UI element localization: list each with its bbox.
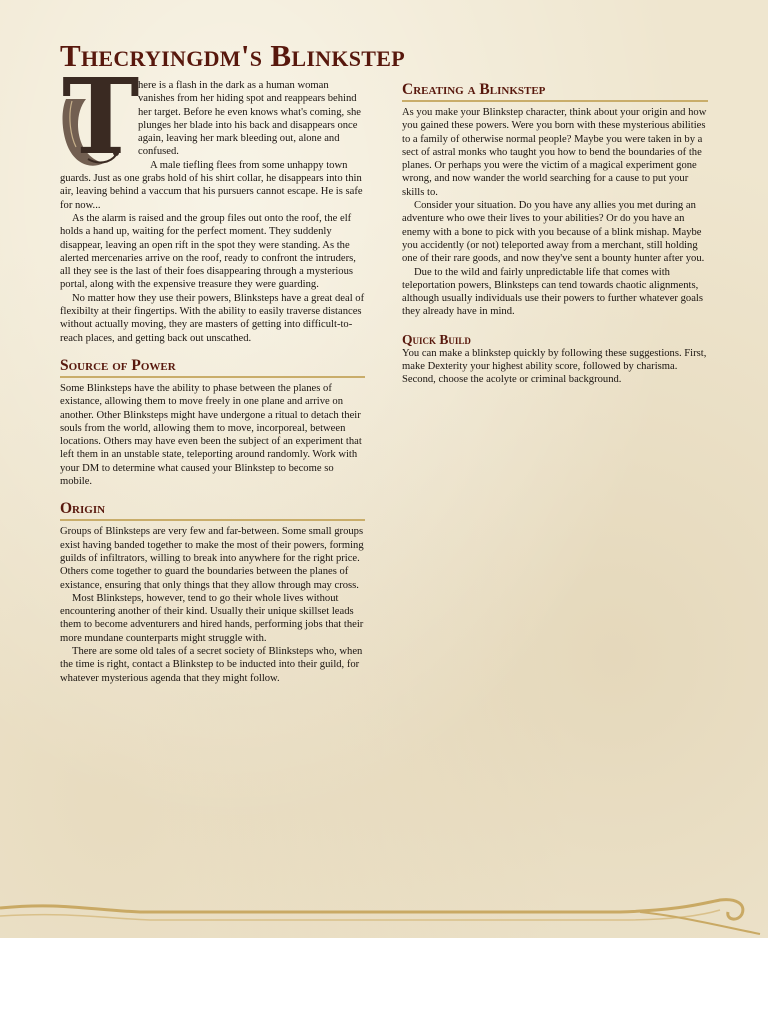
- intro-paragraph-3: As the alarm is raised and the group files out onto the roof, the elf holds a hand up, waiting for the perfect moment. They suddenly disappear, leaving an open rift in the spot they were standing. As the alerted mercenaries arrive on the roof, ready to confront the intruders, all they see is the last of their foes disappearing through a mysterious portal, along with the expensive treasure they were guarding.: [60, 212, 356, 291]
- origin-paragraph-2: Most Blinksteps, however, tend to go their whole lives without encountering another of their kind. Usually their unique skillset leads them to become adventurers and hired hands, performing jobs that their more mundane counterparts might struggle with.: [60, 592, 364, 644]
- drop-cap: [58, 55, 140, 178]
- quick-build-paragraph: You can make a blinkstep quickly by following these suggestions. First, make Dexterity your highest ability score, followed by charisma. Second, choose the acolyte or criminal background.: [402, 347, 707, 386]
- footer-ornament-icon: [0, 890, 768, 938]
- creating-paragraph-3: Due to the wild and fairly unpredictable life that comes with teleportation powers, Blinksteps can tend towards chaotic alignments, although usually individuals use their powers to further whatever goals they already have in mind.: [402, 266, 703, 318]
- creating-paragraph-1: As you make your Blinkstep character, think about your origin and how you gained these powers. Were you born with these mysterious abilities to a family of otherwise normal people? Maybe you were taken in by a sect of astral monks who taught you how to bend the boundaries of the planes. Or perhaps you were the victim of a magical experiment gone wrong, and now wander the world searching for a cause to put your skills to.: [402, 107, 707, 198]
- intro-section: [60, 55, 365, 345]
- creating-heading: Creating a Blinkstep: [402, 81, 708, 102]
- origin-paragraph-3: There are some old tales of a secret society of Blinksteps who, when the time is right, contact a Blinkstep to be inducted into their guild, for whatever mysterious agenda that they might follow.: [60, 645, 363, 684]
- creating-paragraph-2: Consider your situation. Do you have any allies you met during an adventure who owe their lives to your abilities? Or do you have an enemy with a bone to pick with you because of a blink mishap. Maybe you accidently (or not) teleported away from a merchant, still holding one of their rare goods, and now they've sent a bounty hunter after you.: [402, 200, 705, 265]
- origin-heading: Origin: [60, 500, 365, 521]
- drop-cap-letter: T: [62, 55, 140, 178]
- origin-paragraph-1: Groups of Blinksteps are very few and far-between. Some small groups exist having banded together to make the most of their powers, forming guilds of infiltrators, willing to break into anywhere for the right price. Others come together to guard the boundaries between the planes of existance, ensuring that only things that they allow through may cross.: [60, 526, 364, 591]
- left-column: [60, 55, 365, 685]
- intro-paragraph-1: here is a flash in the dark as a human woman vanishes from her hiding spot and reappears behind her target. Before he even knows what's coming, she plunges her blade into his back and disappears once again, leaving her mark bleeding out, alone and confused.: [138, 80, 361, 158]
- source-of-power-paragraph: Some Blinksteps have the ability to phase between the planes of existance, allowing them to move freely in one plane and arrive on another. Other Blinksteps might have undergone a ritual to detach their souls from the world, allowing them to move, incorporeal, between locations. Others may have even been the subject of an experiment that left them in an unstable state, teleporting around randomly. Work with your DM to determine what caused your Blinkstep to become so mobile.: [60, 382, 362, 488]
- right-column: [402, 81, 708, 387]
- page-title: Thecryingdm's Blinkstep: [60, 38, 405, 73]
- intro-paragraph-2: A male tiefling flees from some unhappy town guards. Just as one grabs hold of his shirt collar, he disappears into thin air, leaving behind a vaccum that his pursuers cannot escape. He is safe for now...: [60, 159, 363, 211]
- quick-build-heading: Quick Build: [402, 331, 471, 347]
- source-of-power-heading: Source of Power: [60, 357, 365, 378]
- intro-paragraph-4: No matter how they use their powers, Blinksteps have a great deal of flexibilty at their fingertips. With the ability to easily traverse distances without actually moving, they are masters of getting into difficult-to-reach places, and getting back out unscathed.: [60, 292, 365, 344]
